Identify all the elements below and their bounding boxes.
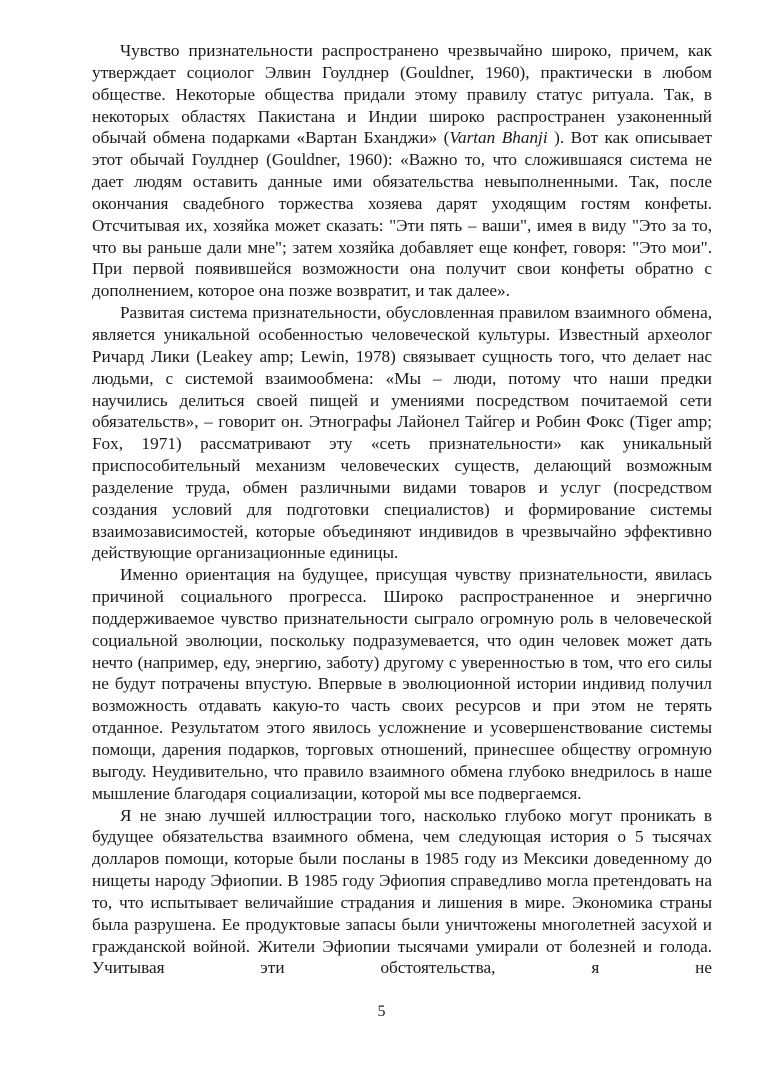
paragraph-1 [92,40,712,302]
paragraph-3: Именно ориентация на будущее, присущая чувству признательности, явилась причиной социального прогресса. Широко распространенное и энергично поддерживаемое чувство признательности сыграло огромную роль в человеческой социальной эволюции, поскольку подразумевается, что один человек может дать нечто (например, еду, энергию, заботу) другому с уверенностью в том, что его силы не будут потрачены впустую. Впервые в эволюционной истории индивид получил возможность отдавать какую-то часть своих ресурсов и при этом не терять отданное. Результатом этого явилось усложнение и усовершенствование системы помощи, дарения подарков, торговых отношений, принесшее обществу огромную выгоду. Неудивительно, что правило взаимного обмена глубоко внедрилось в наше мышление благодаря социализации, которой мы все подвергаемся. [92,565,712,803]
body-text [92,40,712,979]
paragraph-1-text-a: Чувство признательности распространено чрезвычайно широко, причем, как утверждает социолог Элвин Гоулднер (Gouldner, 1960), практически в любом обществе. Некоторые общества придали этому правилу статус ритуала. Так, в некоторых областях Пакистана и Индии широко распространен узаконенный обычай обмена подарками «Вартан Бханджи» ( [92,41,712,148]
paragraph-1-text-b: ). Вот как описывает этот обычай Гоулднер (Gouldner, 1960): «Важно то, что сложившаяся система не дает людям оставить данные ими обязательства невыполненными. Так, после окончания свадебного торжества хозяева дарят уходящим гостям конфеты. Отсчитывая их, хозяйка может сказать: "Эти пять – ваши", имея в виду "Это за то, что вы раньше дали мне"; затем хозяйка добавляет еще конфет, говоря: "Это мои". При первой появившейся возможности она получит свои конфеты обратно с дополнением, которое она позже возвратит, и так далее». [92,128,712,301]
page-number: 5 [377,1003,386,1020]
paragraph-1-italic-term: Vartan Bhanji [449,128,548,148]
paragraph-4: Я не знаю лучшей иллюстрации того, насколько глубоко могут проникать в будущее обязательства взаимного обмена, чем следующая история о 5 тысячах долларов помощи, которые были посланы в 1985 году из Мексики доведенному до нищеты народу Эфиопии. В 1985 году Эфиопия справедливо могла претендовать на то, что испытывает величайшие страдания и лишения в мире. Экономика страны была разрушена. Ее продуктовые запасы были уничтожены многолетней засухой и гражданской войной. Жители Эфиопии тысячами умирали от болезней и голода. Учитывая эти обстоятельства, я не [92,805,712,978]
paragraph-2: Развитая система признательности, обусловленная правилом взаимного обмена, является уникальной особенностью человеческой культуры. Известный археолог Ричард Лики (Leakey amp; Lewin, 1978) связывает сущность того, что делает нас людьми, с системой взаимообмена: «Мы – люди, потому что наши предки научились делиться своей пищей и умениями посредством почитаемой сети обязательств», – говорит он. Этнографы Лайонел Тайгер и Робин Фокс (Tiger amp; Fox, 1971) рассматривают эту «сеть признательности» как уникальный приспособительный механизм человеческих существ, делающий возможным разделение труда, обмен различными видами товаров и услуг (посредством создания условий для подготовки специалистов) и формирование системы взаимозависимостей, которые объединяют индивидов в чрезвычайно эффективно действующие организационные единицы. [92,303,712,563]
